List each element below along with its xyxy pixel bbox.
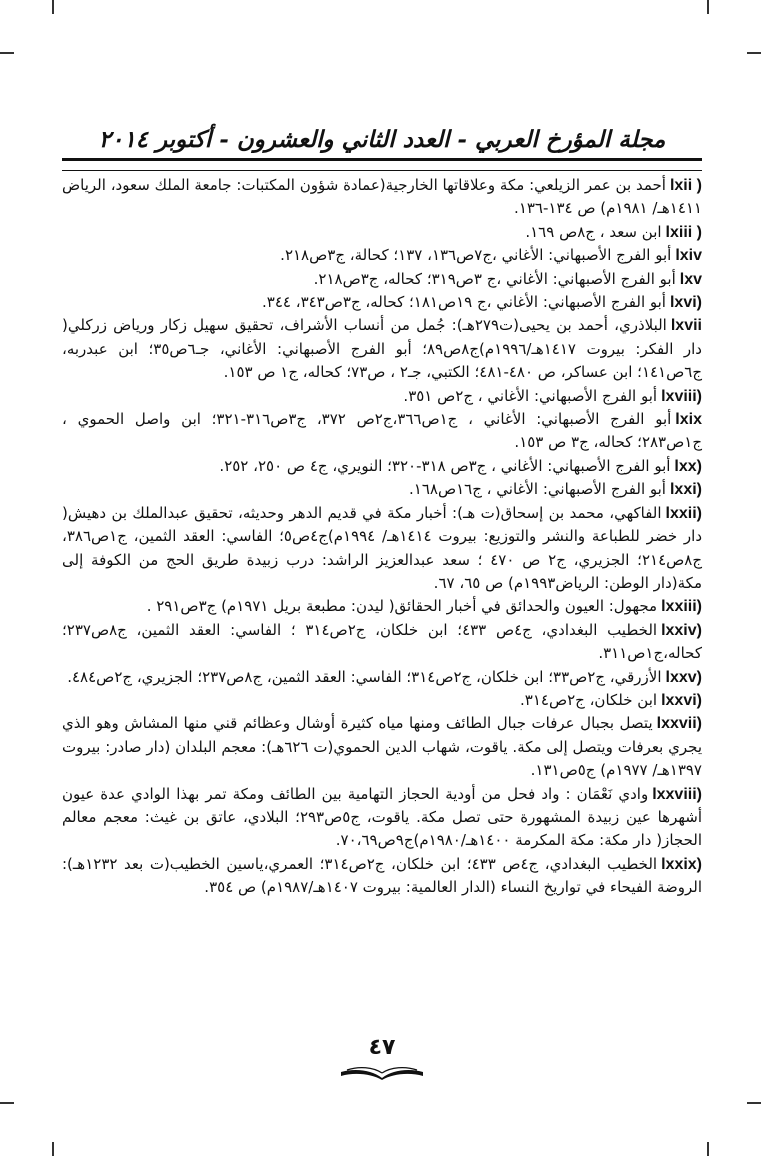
- endnote-number: lxiii ): [665, 223, 702, 241]
- endnote-text: أبو الفرج الأصبهاني: الأغاني ، ج١٦ص١٦٨.: [409, 480, 666, 499]
- endnote-item: [62, 174, 702, 221]
- endnote-item: [62, 666, 702, 689]
- endnote-text: الخطيب البغدادي، ج٤ص ٤٣٣؛ ابن خلكان، ج٢ص٣١٤؛ العمري،ياسين الخطيب(ت بعد ١٢٣٢هـ): الروضة الفيحاء في تواريخ النساء (الدار العالمية: بيروت ١٤٠٧هـ/١٩٨٧م) ص ٣٥٤.: [62, 854, 702, 897]
- endnote-text: يتصل بجبال عرفات جبال الطائف ومنها مياه كثيرة أوشال وعظائم قني منها المشاش وهو الذي يجري بعرفات ويتصل إلى مكة. ياقوت، شهاب الدين الحموي(ت ٦٢٦هـ): معجم البلدان (دار صادر: بيروت ١٣٩٧هـ/ ١٩٧٧م) ج٥ص١٣١.: [62, 714, 703, 780]
- endnote-item: [62, 314, 702, 384]
- endnote-item: [62, 291, 702, 314]
- endnote-item: [62, 268, 702, 291]
- endnote-item: [62, 689, 702, 712]
- endnote-number: lxxiv): [661, 621, 702, 639]
- endnote-text: أحمد بن عمر الزيلعي: مكة وعلاقاتها الخارجية(عمادة شؤون المكتبات: جامعة الملك سعود، الرياض ١٤١١هـ/ ١٩٨١م) ص ١٣٤-١٣٦.: [62, 176, 702, 218]
- endnote-item: [62, 244, 702, 267]
- endnote-item: [62, 783, 702, 853]
- endnote-item: [62, 455, 702, 478]
- endnote-item: [62, 478, 702, 501]
- endnote-text: أبو الفرج الأصبهاني: الأغاني ،ج٧ص١٣٦، ١٣٧؛ كحالة، ج٣ص٢١٨.: [280, 246, 672, 265]
- endnote-number: lxviii): [661, 387, 702, 405]
- endnote-text: أبو الفرج الأصبهاني: الأغاني ، ج١ص٣٦٦،ج٢ص ٣٧٢، ج٣ص٣١٦-٣٢١؛ ابن واصل الحموي ، ج١ص٢٨٣؛ كحاله، ج٣ ص ١٥٣.: [62, 410, 702, 452]
- crop-mark: [52, 1142, 54, 1156]
- endnote-number: lxxi): [669, 481, 702, 499]
- endnote-item: [62, 408, 702, 455]
- running-header: مجلة المؤرخ العربي - العدد الثاني والعشرون - أكتوبر ٢٠١٤: [98, 126, 666, 153]
- endnote-number: lxxviii): [652, 785, 702, 803]
- crop-mark: [52, 0, 54, 14]
- endnote-text: أبو الفرج الأصبهاني: الأغاني ، ج٣ص ٣١٨-٣٢٠؛ النويري، ج٤ ص ٢٥٠، ٢٥٢.: [219, 456, 671, 475]
- endnote-text: الفاكهي، محمد بن إسحاق(ت هـ): أخبار مكة في قديم الدهر وحديثه، تحقيق عبدالملك بن دهيش( دار خضر للطباعة والنشر والتوزيع: بيروت ١٤١٤هـ/ ١٩٩٤م)ج٤ص٥؛ الفاسي: العقد الثمين، ج١ص٣٨٦، ج٨ص٢١٤؛ الجزيري، ج٢ ص ٤٧٠ ؛ سعد عبدالعزيز الراشد: درب زبيدة طريق الحج من الكوفة إلى مكة(دار الوطن: الرياض١٩٩٣م) ص ٦٥، ٦٧.: [62, 503, 703, 592]
- endnote-number: lxxvii): [656, 715, 702, 733]
- endnote-number: lxii ): [669, 177, 702, 194]
- endnote-item: [62, 595, 702, 618]
- endnotes-list: [62, 174, 702, 900]
- crop-mark: [707, 1142, 709, 1156]
- page-number: ٤٧: [368, 1035, 396, 1060]
- crop-mark: [0, 1102, 14, 1104]
- endnote-text: الأزرقي، ج٢ص٣٣؛ ابن خلكان، ج٢ص٣١٤؛ الفاسي: العقد الثمين، ج٨ص٢٣٧؛ الجزيري، ج٢ص٤٨٤.: [67, 667, 662, 686]
- endnote-number: lxvii: [670, 317, 702, 335]
- crop-mark: [747, 52, 761, 54]
- endnote-item: [62, 619, 702, 666]
- endnote-number: lxv: [679, 270, 702, 288]
- endnote-number: lxiv: [675, 247, 702, 265]
- endnote-text: الخطيب البغدادي، ج٤ص ٤٣٣؛ ابن خلكان، ج٢ص٣١٤ ؛ الفاسي: العقد الثمين، ج٨ص٢٣٧؛ كحاله،ج١ص٣١١.: [62, 620, 702, 663]
- endnote-number: lxx): [674, 457, 702, 475]
- open-book-icon: [337, 1060, 427, 1082]
- endnote-number: lxxv): [665, 668, 702, 686]
- notes-divider: [62, 170, 702, 171]
- endnote-number: lxvi): [669, 294, 702, 312]
- endnote-text: ابن سعد ، ج٨ص ١٦٩.: [525, 222, 662, 241]
- endnote-text: أبو الفرج الأصبهاني: الأغاني ، ج٢ص ٣٥١.: [403, 386, 658, 405]
- endnote-item: [62, 712, 702, 782]
- endnote-item: [62, 502, 702, 596]
- endnote-number: lxxix): [661, 855, 703, 873]
- endnote-number: lxxii): [665, 504, 702, 522]
- endnote-text: أبو الفرج الأصبهاني: الأغاني ،ج ١٩ص١٨١؛ كحاله، ج٣ص٣٤٣، ٣٤٤.: [262, 293, 666, 312]
- endnote-text: أبو الفرج الأصبهاني: الأغاني ،ج ٣ص٣١٩؛ كحاله، ج٣ص٢١٨.: [313, 269, 676, 288]
- endnote-number: lxix: [675, 411, 702, 429]
- header-rule: [62, 158, 702, 161]
- endnote-text: مجهول: العيون والحدائق في أخبار الحقائق( ليدن: مطبعة بريل ١٩٧١م) ج٣ص٢٩١ .: [146, 597, 658, 616]
- endnote-item: [62, 385, 702, 408]
- endnote-number: lxxiii): [661, 598, 702, 616]
- endnote-text: وادي نَعْمَان : واد فحل من أودية الحجاز التهامية بين الطائف ومكة تمر بهذا الوادي عدة عيون أشهرها عين زبيدة المشهورة حتى تصل مكة. ياقوت، ج٥ص٢٩٣؛ البلادي، عاتق بن غيث: معجم معالم الحجاز( دار مكة: مكة المكرمة ١٤٠٠هـ/١٩٨٠م)ج٩ص٧٠،٦٩.: [62, 784, 702, 850]
- crop-mark: [747, 1102, 761, 1104]
- endnote-text: ابن خلكان، ج٢ص٣١٤.: [519, 690, 658, 709]
- endnote-number: lxxvi): [661, 691, 702, 709]
- endnote-item: [62, 853, 702, 900]
- journal-page: [62, 110, 702, 1110]
- page-footer: [62, 1035, 702, 1082]
- crop-mark: [0, 52, 14, 54]
- crop-mark: [707, 0, 709, 14]
- endnote-text: البلاذري، أحمد بن يحيى(ت٢٧٩هـ): جُمل من أنساب الأشراف، تحقيق سهيل زكار ورياض زركلي( دار الفكر: بيروت ١٤١٧هـ/١٩٩٦م)ج٨ص٨٩؛ أبو الفرج الأصبهاني: الأغاني، جـ٦ص٣٥؛ ابن عبدربه، ج٦ص١٤١؛ ابن عساكر، ص ٤٨٠-٤٨١؛ الكتبي، جـ٢ ، ص٧٣؛ كحاله، ج١ ص ١٥٣.: [62, 316, 702, 382]
- endnote-item: [62, 221, 702, 244]
